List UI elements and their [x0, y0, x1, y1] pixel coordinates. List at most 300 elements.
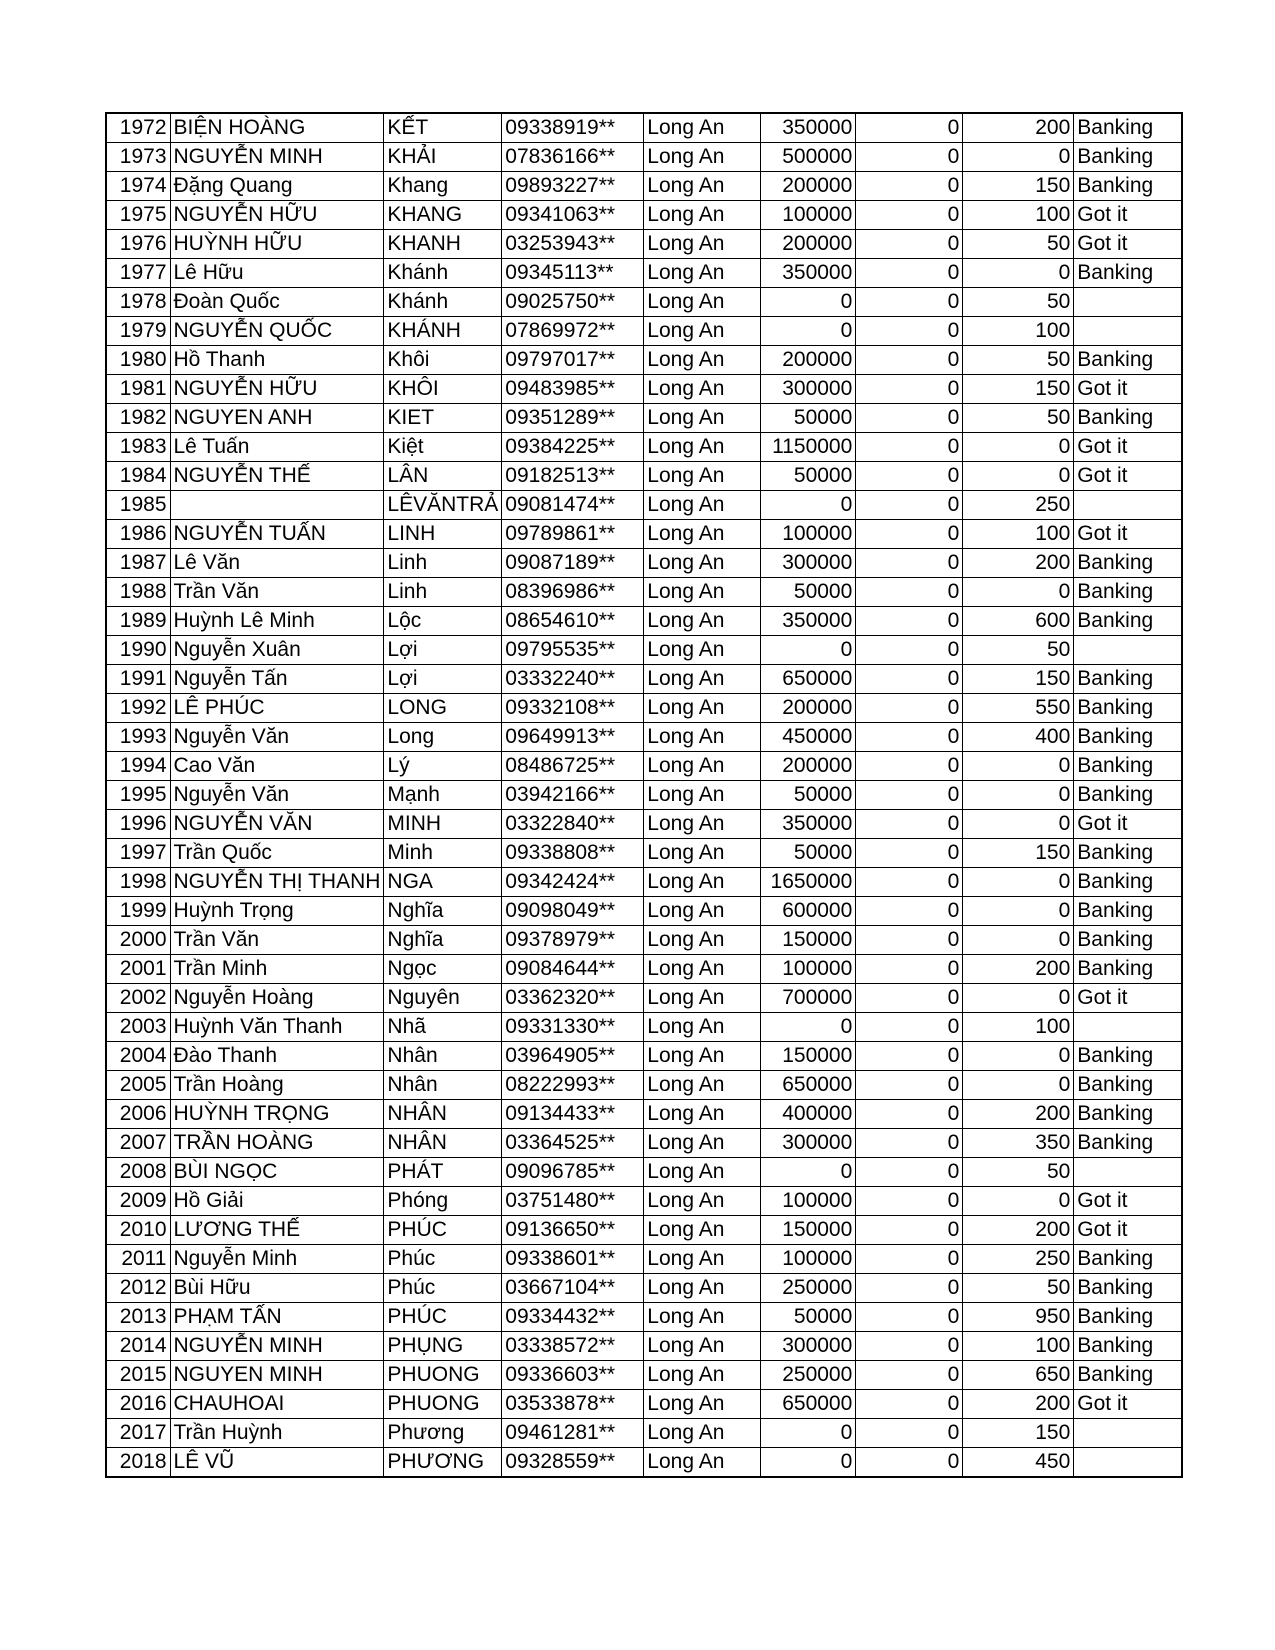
status-cell: Banking [1074, 259, 1182, 288]
phone-cell: 09338808** [502, 839, 644, 868]
status-cell: Banking [1074, 1361, 1182, 1390]
amount-cell: 200000 [761, 172, 856, 201]
zero-value-cell: 0 [856, 404, 963, 433]
first-name-cell: PHÁT [384, 1158, 502, 1187]
table-row [106, 752, 1182, 781]
status-cell: Got it [1074, 810, 1182, 839]
last-name-cell: Nguyễn Văn [170, 723, 384, 752]
province-cell: Long An [644, 636, 761, 665]
province-cell: Long An [644, 1216, 761, 1245]
points-cell: 150 [963, 665, 1074, 694]
first-name-cell: Khôi [384, 346, 502, 375]
last-name-cell: PHẠM TẤN [170, 1303, 384, 1332]
province-cell: Long An [644, 549, 761, 578]
zero-value-cell: 0 [856, 607, 963, 636]
zero-value-cell: 0 [856, 955, 963, 984]
table-row [106, 1100, 1182, 1129]
table-row [106, 839, 1182, 868]
row-number-cell: 1991 [106, 665, 170, 694]
zero-value-cell: 0 [856, 839, 963, 868]
zero-value-cell: 0 [856, 665, 963, 694]
status-cell [1074, 1158, 1182, 1187]
province-cell: Long An [644, 781, 761, 810]
last-name-cell: CHAUHOAI [170, 1390, 384, 1419]
table-row [106, 375, 1182, 404]
zero-value-cell: 0 [856, 897, 963, 926]
phone-cell: 09789861** [502, 520, 644, 549]
last-name-cell: Trần Huỳnh [170, 1419, 384, 1448]
last-name-cell: Hồ Giải [170, 1187, 384, 1216]
row-number-cell: 1981 [106, 375, 170, 404]
phone-cell: 09797017** [502, 346, 644, 375]
phone-cell: 09081474** [502, 491, 644, 520]
phone-cell: 09341063** [502, 201, 644, 230]
row-number-cell: 2002 [106, 984, 170, 1013]
last-name-cell: LÊ VŨ [170, 1448, 384, 1478]
phone-cell: 03322840** [502, 810, 644, 839]
province-cell: Long An [644, 984, 761, 1013]
first-name-cell: Lợi [384, 636, 502, 665]
points-cell: 200 [963, 1216, 1074, 1245]
amount-cell: 50000 [761, 1303, 856, 1332]
phone-cell: 03253943** [502, 230, 644, 259]
zero-value-cell: 0 [856, 462, 963, 491]
province-cell: Long An [644, 1158, 761, 1187]
table-row [106, 172, 1182, 201]
first-name-cell: KẾT [384, 113, 502, 143]
points-cell: 100 [963, 317, 1074, 346]
phone-cell: 03533878** [502, 1390, 644, 1419]
province-cell: Long An [644, 868, 761, 897]
zero-value-cell: 0 [856, 1245, 963, 1274]
table-row [106, 607, 1182, 636]
phone-cell: 09098049** [502, 897, 644, 926]
last-name-cell: Cao Văn [170, 752, 384, 781]
first-name-cell: Lý [384, 752, 502, 781]
amount-cell: 150000 [761, 926, 856, 955]
row-number-cell: 2003 [106, 1013, 170, 1042]
status-cell: Banking [1074, 752, 1182, 781]
province-cell: Long An [644, 433, 761, 462]
zero-value-cell: 0 [856, 143, 963, 172]
row-number-cell: 1973 [106, 143, 170, 172]
first-name-cell: PHỤNG [384, 1332, 502, 1361]
phone-cell: 09893227** [502, 172, 644, 201]
points-cell: 0 [963, 752, 1074, 781]
points-cell: 0 [963, 1042, 1074, 1071]
row-number-cell: 2011 [106, 1245, 170, 1274]
amount-cell: 300000 [761, 1129, 856, 1158]
points-cell: 0 [963, 259, 1074, 288]
table-row [106, 723, 1182, 752]
province-cell: Long An [644, 113, 761, 143]
table-row [106, 113, 1182, 143]
phone-cell: 09087189** [502, 549, 644, 578]
status-cell: Banking [1074, 549, 1182, 578]
table-row [106, 230, 1182, 259]
status-cell: Got it [1074, 462, 1182, 491]
points-cell: 0 [963, 926, 1074, 955]
first-name-cell: Lợi [384, 665, 502, 694]
points-cell: 50 [963, 230, 1074, 259]
last-name-cell: Nguyễn Minh [170, 1245, 384, 1274]
amount-cell: 650000 [761, 1071, 856, 1100]
last-name-cell: Nguyễn Tấn [170, 665, 384, 694]
status-cell: Banking [1074, 723, 1182, 752]
status-cell [1074, 288, 1182, 317]
zero-value-cell: 0 [856, 810, 963, 839]
status-cell: Banking [1074, 1303, 1182, 1332]
row-number-cell: 1996 [106, 810, 170, 839]
first-name-cell: Long [384, 723, 502, 752]
status-cell: Banking [1074, 926, 1182, 955]
first-name-cell: KIET [384, 404, 502, 433]
table-row [106, 926, 1182, 955]
last-name-cell: NGUYEN ANH [170, 404, 384, 433]
table-row [106, 1013, 1182, 1042]
table-row [106, 1303, 1182, 1332]
table-row [106, 868, 1182, 897]
zero-value-cell: 0 [856, 984, 963, 1013]
zero-value-cell: 0 [856, 317, 963, 346]
zero-value-cell: 0 [856, 1390, 963, 1419]
amount-cell: 150000 [761, 1216, 856, 1245]
amount-cell: 150000 [761, 1042, 856, 1071]
last-name-cell: NGUYỄN TUẤN [170, 520, 384, 549]
first-name-cell: KHẢI [384, 143, 502, 172]
last-name-cell: NGUYỄN HỮU [170, 375, 384, 404]
phone-cell: 03751480** [502, 1187, 644, 1216]
status-cell [1074, 491, 1182, 520]
first-name-cell: Khang [384, 172, 502, 201]
points-cell: 100 [963, 1013, 1074, 1042]
amount-cell: 350000 [761, 113, 856, 143]
points-cell: 0 [963, 1071, 1074, 1100]
amount-cell: 600000 [761, 897, 856, 926]
row-number-cell: 2005 [106, 1071, 170, 1100]
row-number-cell: 2015 [106, 1361, 170, 1390]
points-cell: 150 [963, 1419, 1074, 1448]
amount-cell: 200000 [761, 752, 856, 781]
points-cell: 50 [963, 1274, 1074, 1303]
first-name-cell: NGA [384, 868, 502, 897]
row-number-cell: 1977 [106, 259, 170, 288]
table-row [106, 346, 1182, 375]
table-row [106, 201, 1182, 230]
last-name-cell: NGUYEN MINH [170, 1361, 384, 1390]
first-name-cell: MINH [384, 810, 502, 839]
table-body [106, 113, 1182, 1477]
amount-cell: 50000 [761, 839, 856, 868]
points-cell: 0 [963, 143, 1074, 172]
row-number-cell: 1978 [106, 288, 170, 317]
first-name-cell: Phóng [384, 1187, 502, 1216]
table-row [106, 143, 1182, 172]
points-cell: 0 [963, 1187, 1074, 1216]
table-row [106, 549, 1182, 578]
table-row [106, 1187, 1182, 1216]
row-number-cell: 1997 [106, 839, 170, 868]
first-name-cell: Linh [384, 549, 502, 578]
row-number-cell: 1998 [106, 868, 170, 897]
zero-value-cell: 0 [856, 1419, 963, 1448]
table-row [106, 462, 1182, 491]
amount-cell: 200000 [761, 230, 856, 259]
table-row [106, 404, 1182, 433]
row-number-cell: 1984 [106, 462, 170, 491]
status-cell: Banking [1074, 839, 1182, 868]
amount-cell: 350000 [761, 259, 856, 288]
phone-cell: 09483985** [502, 375, 644, 404]
province-cell: Long An [644, 288, 761, 317]
zero-value-cell: 0 [856, 1332, 963, 1361]
phone-cell: 09182513** [502, 462, 644, 491]
province-cell: Long An [644, 926, 761, 955]
points-cell: 50 [963, 404, 1074, 433]
last-name-cell: HUỲNH TRỌNG [170, 1100, 384, 1129]
points-cell: 600 [963, 607, 1074, 636]
first-name-cell: Nhân [384, 1071, 502, 1100]
first-name-cell: LÂN [384, 462, 502, 491]
phone-cell: 09025750** [502, 288, 644, 317]
first-name-cell: Phúc [384, 1245, 502, 1274]
row-number-cell: 1990 [106, 636, 170, 665]
last-name-cell: Lê Tuấn [170, 433, 384, 462]
first-name-cell: Phúc [384, 1274, 502, 1303]
province-cell: Long An [644, 1187, 761, 1216]
status-cell: Got it [1074, 984, 1182, 1013]
last-name-cell: LƯƠNG THẾ [170, 1216, 384, 1245]
first-name-cell: KHANH [384, 230, 502, 259]
zero-value-cell: 0 [856, 1158, 963, 1187]
last-name-cell: BIỆN HOÀNG [170, 113, 384, 143]
first-name-cell: Ngọc [384, 955, 502, 984]
last-name-cell: Nguyễn Hoàng [170, 984, 384, 1013]
amount-cell: 0 [761, 288, 856, 317]
table-row [106, 288, 1182, 317]
zero-value-cell: 0 [856, 752, 963, 781]
status-cell: Banking [1074, 1274, 1182, 1303]
province-cell: Long An [644, 752, 761, 781]
status-cell: Got it [1074, 433, 1182, 462]
last-name-cell: Lê Hữu [170, 259, 384, 288]
first-name-cell: Linh [384, 578, 502, 607]
province-cell: Long An [644, 839, 761, 868]
row-number-cell: 2000 [106, 926, 170, 955]
amount-cell: 100000 [761, 201, 856, 230]
points-cell: 200 [963, 1100, 1074, 1129]
row-number-cell: 1993 [106, 723, 170, 752]
row-number-cell: 1999 [106, 897, 170, 926]
zero-value-cell: 0 [856, 259, 963, 288]
province-cell: Long An [644, 1390, 761, 1419]
province-cell: Long An [644, 1013, 761, 1042]
province-cell: Long An [644, 723, 761, 752]
amount-cell: 100000 [761, 955, 856, 984]
table-row [106, 1245, 1182, 1274]
status-cell: Banking [1074, 113, 1182, 143]
last-name-cell: Lê Văn [170, 549, 384, 578]
status-cell: Got it [1074, 375, 1182, 404]
points-cell: 200 [963, 955, 1074, 984]
first-name-cell: LINH [384, 520, 502, 549]
status-cell: Banking [1074, 897, 1182, 926]
status-cell: Banking [1074, 1129, 1182, 1158]
points-cell: 150 [963, 172, 1074, 201]
zero-value-cell: 0 [856, 781, 963, 810]
province-cell: Long An [644, 1303, 761, 1332]
phone-cell: 08486725** [502, 752, 644, 781]
status-cell [1074, 1419, 1182, 1448]
province-cell: Long An [644, 1448, 761, 1478]
row-number-cell: 2006 [106, 1100, 170, 1129]
points-cell: 50 [963, 346, 1074, 375]
points-cell: 0 [963, 433, 1074, 462]
amount-cell: 100000 [761, 1245, 856, 1274]
phone-cell: 08396986** [502, 578, 644, 607]
amount-cell: 650000 [761, 665, 856, 694]
row-number-cell: 1975 [106, 201, 170, 230]
first-name-cell: PHÚC [384, 1303, 502, 1332]
last-name-cell: NGUYỄN THỊ THANH [170, 868, 384, 897]
status-cell: Banking [1074, 346, 1182, 375]
points-cell: 100 [963, 1332, 1074, 1361]
amount-cell: 450000 [761, 723, 856, 752]
first-name-cell: KHÁNH [384, 317, 502, 346]
province-cell: Long An [644, 955, 761, 984]
status-cell: Got it [1074, 201, 1182, 230]
last-name-cell: Đào Thanh [170, 1042, 384, 1071]
status-cell: Banking [1074, 694, 1182, 723]
points-cell: 650 [963, 1361, 1074, 1390]
points-cell: 400 [963, 723, 1074, 752]
points-cell: 0 [963, 897, 1074, 926]
status-cell [1074, 1448, 1182, 1478]
zero-value-cell: 0 [856, 1274, 963, 1303]
province-cell: Long An [644, 230, 761, 259]
first-name-cell: NHÂN [384, 1100, 502, 1129]
status-cell: Banking [1074, 143, 1182, 172]
last-name-cell [170, 491, 384, 520]
points-cell: 100 [963, 201, 1074, 230]
zero-value-cell: 0 [856, 230, 963, 259]
phone-cell: 09084644** [502, 955, 644, 984]
province-cell: Long An [644, 404, 761, 433]
amount-cell: 50000 [761, 462, 856, 491]
amount-cell: 1150000 [761, 433, 856, 462]
row-number-cell: 1992 [106, 694, 170, 723]
last-name-cell: Huỳnh Lê Minh [170, 607, 384, 636]
table-row [106, 1390, 1182, 1419]
first-name-cell: Phương [384, 1419, 502, 1448]
table-row [106, 810, 1182, 839]
province-cell: Long An [644, 520, 761, 549]
row-number-cell: 2004 [106, 1042, 170, 1071]
amount-cell: 300000 [761, 549, 856, 578]
points-cell: 0 [963, 984, 1074, 1013]
zero-value-cell: 0 [856, 201, 963, 230]
status-cell: Banking [1074, 868, 1182, 897]
points-cell: 200 [963, 549, 1074, 578]
phone-cell: 03667104** [502, 1274, 644, 1303]
phone-cell: 09384225** [502, 433, 644, 462]
amount-cell: 1650000 [761, 868, 856, 897]
status-cell: Banking [1074, 578, 1182, 607]
zero-value-cell: 0 [856, 1216, 963, 1245]
first-name-cell: PHƯƠNG [384, 1448, 502, 1478]
phone-cell: 03942166** [502, 781, 644, 810]
province-cell: Long An [644, 665, 761, 694]
table-row [106, 694, 1182, 723]
amount-cell: 50000 [761, 781, 856, 810]
status-cell [1074, 317, 1182, 346]
last-name-cell: Huỳnh Trọng [170, 897, 384, 926]
amount-cell: 200000 [761, 346, 856, 375]
status-cell: Got it [1074, 1216, 1182, 1245]
zero-value-cell: 0 [856, 491, 963, 520]
table-row [106, 1216, 1182, 1245]
points-cell: 150 [963, 375, 1074, 404]
phone-cell: 09134433** [502, 1100, 644, 1129]
phone-cell: 09345113** [502, 259, 644, 288]
status-cell: Banking [1074, 1071, 1182, 1100]
phone-cell: 09336603** [502, 1361, 644, 1390]
phone-cell: 09461281** [502, 1419, 644, 1448]
last-name-cell: Nguyễn Văn [170, 781, 384, 810]
row-number-cell: 2012 [106, 1274, 170, 1303]
zero-value-cell: 0 [856, 1100, 963, 1129]
phone-cell: 09795535** [502, 636, 644, 665]
province-cell: Long An [644, 346, 761, 375]
province-cell: Long An [644, 607, 761, 636]
province-cell: Long An [644, 317, 761, 346]
points-cell: 150 [963, 839, 1074, 868]
phone-cell: 09096785** [502, 1158, 644, 1187]
phone-cell: 09378979** [502, 926, 644, 955]
row-number-cell: 2016 [106, 1390, 170, 1419]
status-cell: Banking [1074, 172, 1182, 201]
last-name-cell: NGUYỄN QUỐC [170, 317, 384, 346]
zero-value-cell: 0 [856, 694, 963, 723]
row-number-cell: 1980 [106, 346, 170, 375]
status-cell: Got it [1074, 230, 1182, 259]
phone-cell: 08222993** [502, 1071, 644, 1100]
row-number-cell: 2009 [106, 1187, 170, 1216]
amount-cell: 500000 [761, 143, 856, 172]
province-cell: Long An [644, 1129, 761, 1158]
first-name-cell: KHÔI [384, 375, 502, 404]
data-table [105, 112, 1183, 1478]
points-cell: 50 [963, 636, 1074, 665]
last-name-cell: Đoàn Quốc [170, 288, 384, 317]
first-name-cell: PHÚC [384, 1216, 502, 1245]
phone-cell: 07836166** [502, 143, 644, 172]
amount-cell: 300000 [761, 375, 856, 404]
last-name-cell: Hồ Thanh [170, 346, 384, 375]
province-cell: Long An [644, 1274, 761, 1303]
points-cell: 200 [963, 1390, 1074, 1419]
last-name-cell: Trần Hoàng [170, 1071, 384, 1100]
points-cell: 100 [963, 520, 1074, 549]
last-name-cell: Nguyễn Xuân [170, 636, 384, 665]
first-name-cell: Nhã [384, 1013, 502, 1042]
table-row [106, 317, 1182, 346]
zero-value-cell: 0 [856, 1187, 963, 1216]
table-row [106, 520, 1182, 549]
zero-value-cell: 0 [856, 1013, 963, 1042]
points-cell: 0 [963, 578, 1074, 607]
province-cell: Long An [644, 694, 761, 723]
